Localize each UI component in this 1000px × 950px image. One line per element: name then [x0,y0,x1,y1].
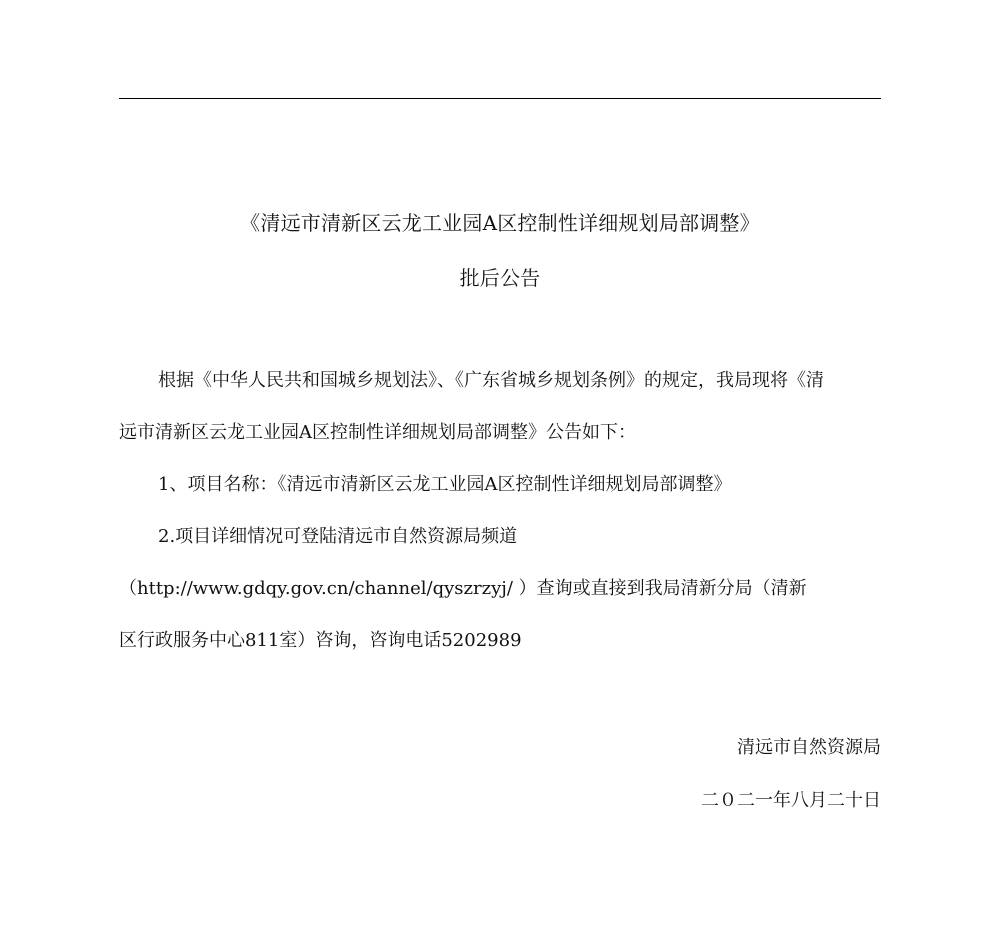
contact-line: 区行政服务中心811室）咨询，咨询电话5202989 [119,630,522,651]
project-url-line: （http://www.gdqy.gov.cn/channel/qyszrzyj/ ）查询或直接到我局清新分局（清新 [119,578,807,599]
project-details-line: 2.项目详细情况可登陆清远市自然资源局频道 [158,526,518,547]
issuer-signature: 清远市自然资源局 [737,737,881,758]
header-divider [119,98,881,99]
document-title: 《清远市清新区云龙工业园A区控制性详细规划局部调整》 [240,211,760,235]
project-name-line: 1、项目名称：《清远市清新区云龙工业园A区控制性详细规划局部调整》 [158,474,732,495]
issue-date: 二０二一年八月二十日 [701,790,881,811]
document-subtitle: 批后公告 [459,266,541,290]
body-paragraph-line-1: 根据《中华人民共和国城乡规划法》、《广东省城乡规划条例》的规定，我局现将《清 [158,370,824,391]
body-paragraph-line-2: 远市清新区云龙工业园A区控制性详细规划局部调整》公告如下： [119,422,636,443]
